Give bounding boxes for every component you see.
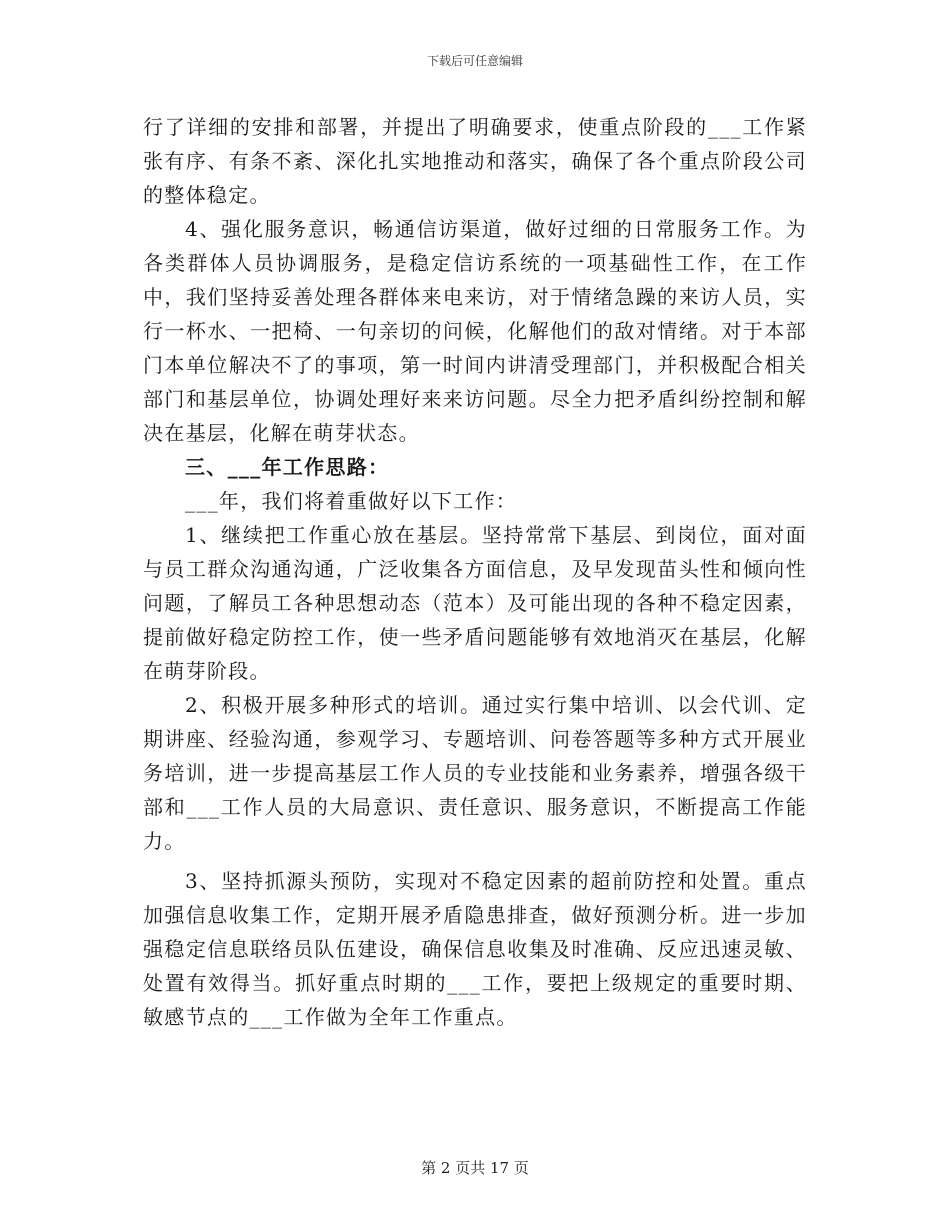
- section-heading-work-plan: 三、___年工作思路：: [185, 455, 390, 479]
- document-body: [143, 110, 807, 1034]
- paragraph-plan-3: 3、坚持抓源头预防，实现对不稳定因素的超前防控和处置。重点加强信息收集工作，定期开展矛盾隐患排查，做好预测分析。进一步加强稳定信息联络员队伍建设，确保信息收集及时准确、反应迅速灵敏、处置有效得当。抓好重点时期的___工作，要把上级规定的重要时期、敏感节点的___工作做为全年工作重点。: [143, 869, 807, 1029]
- page-header: 下载后可任意编辑: [426, 54, 523, 68]
- paragraph-item-4: 4、强化服务意识，畅通信访渠道，做好过细的日常服务工作。为各类群体人员协调服务，是稳定信访系统的一项基础性工作，在工作中，我们坚持妥善处理各群体来电来访，对于情绪急躁的来访人员，实行一杯水、一把椅、一句亲切的问候，化解他们的敌对情绪。对于本部门本单位解决不了的事项，第一时间内讲清受理部门，并积极配合相关部门和基层单位，协调处理好来来访问题。尽全力把矛盾纠纷控制和解决在基层，化解在萌芽状态。: [143, 217, 807, 445]
- paragraph-plan-1: 1、继续把工作重心放在基层。坚持常常下基层、到岗位，面对面与员工群众沟通沟通，广泛收集各方面信息，及早发现苗头性和倾向性问题，了解员工各种思想动态（范本）及可能出现的各种不稳定因素，提前做好稳定防控工作，使一些矛盾问题能够有效地消灭在基层，化解在萌芽阶段。: [143, 523, 807, 683]
- paragraph-intro: ___年，我们将着重做好以下工作：: [185, 489, 518, 513]
- page-number: 第 2 页共 17 页: [421, 1159, 529, 1177]
- paragraph-continuation: 行了详细的安排和部署，并提出了明确要求，使重点阶段的___工作紧张有序、有条不紊、深化扎实地推动和落实，确保了各个重点阶段公司的整体稳定。: [143, 115, 807, 207]
- paragraph-plan-2: 2、积极开展多种形式的培训。通过实行集中培训、以会代训、定期讲座、经验沟通，参观学习、专题培训、问卷答题等多种方式开展业务培训，进一步提高基层工作人员的专业技能和业务素养，增强各级干部和___工作人员的大局意识、责任意识、服务意识，不断提高工作能力。: [143, 693, 807, 853]
